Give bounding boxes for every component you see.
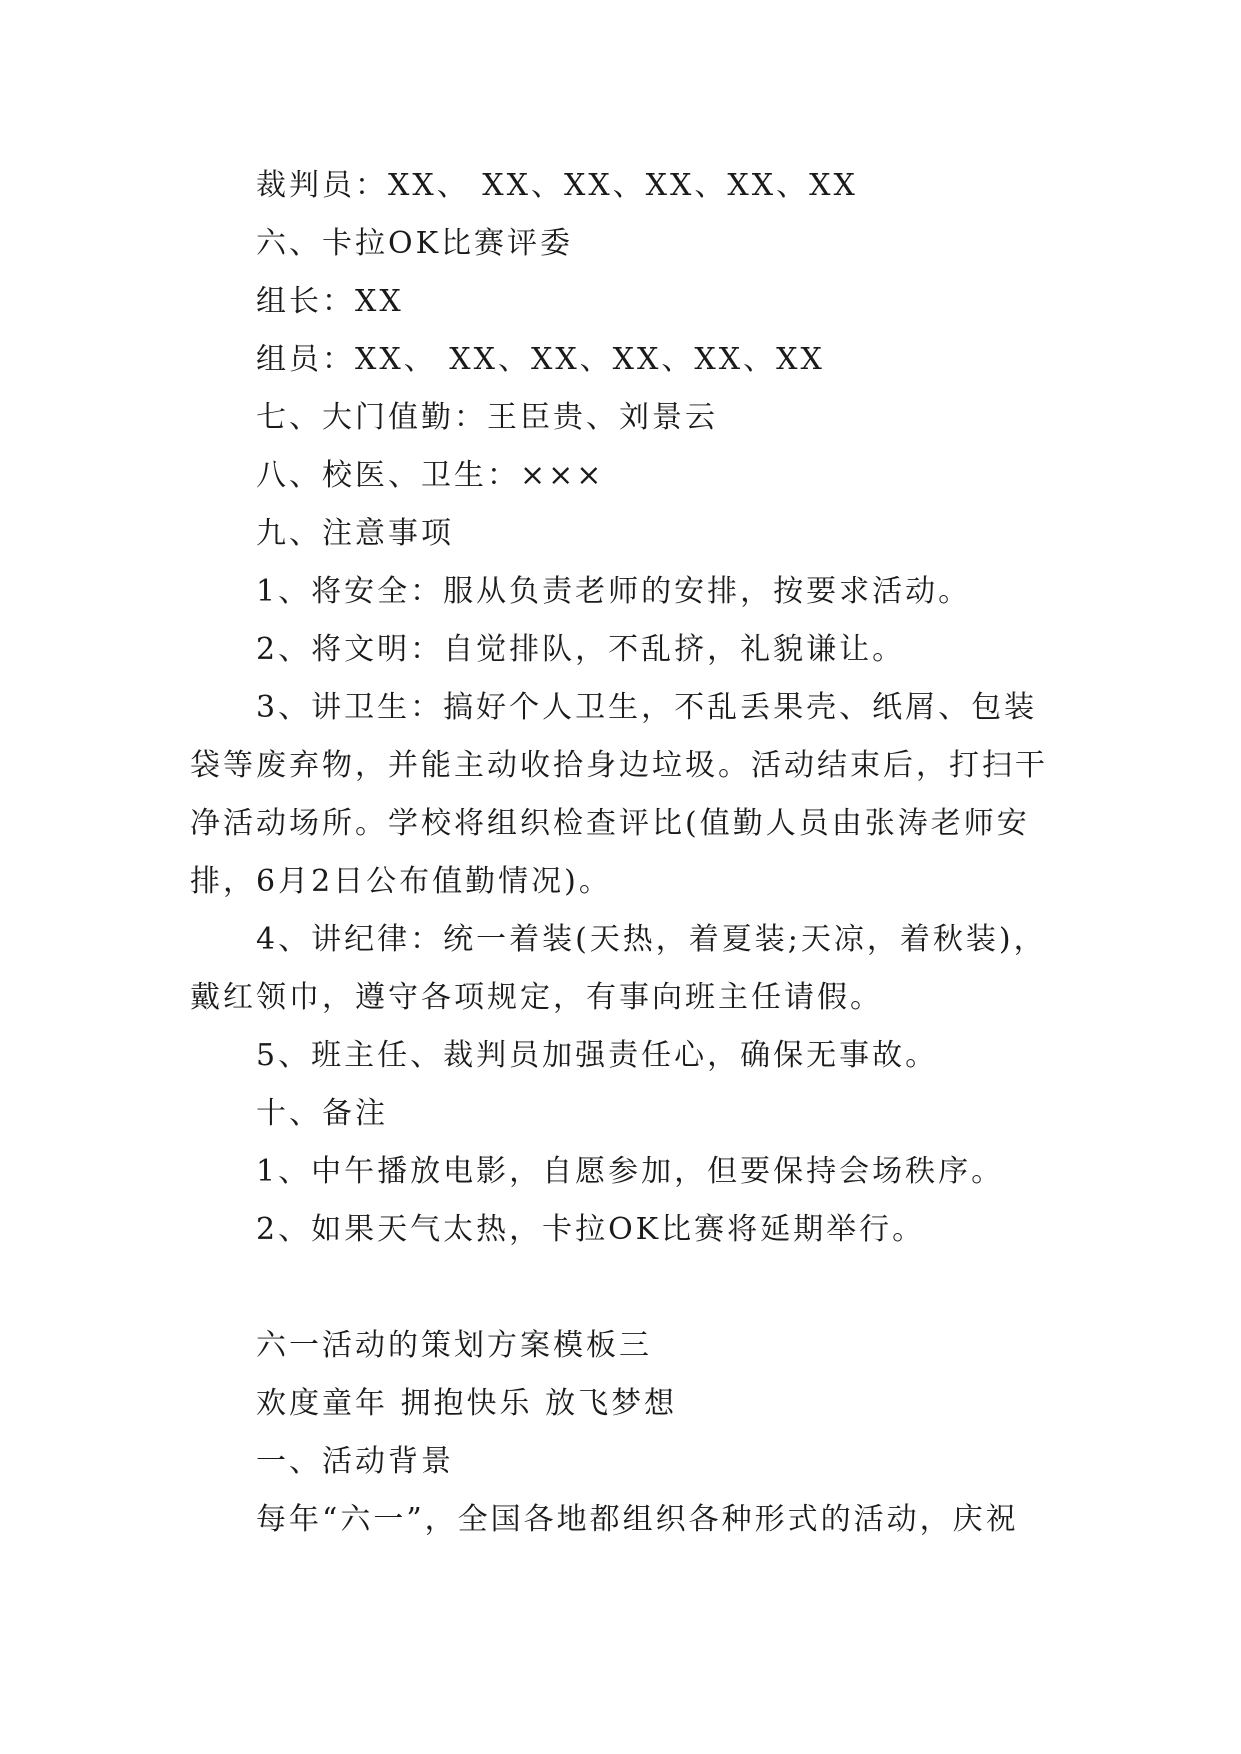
section-ten-heading: 十、备注 bbox=[256, 1096, 388, 1131]
background-paragraph-line-1: 每年“六一”，全国各地都组织各种形式的活动，庆祝 bbox=[256, 1502, 1019, 1537]
section-six-heading: 六、卡拉OK比赛评委 bbox=[256, 226, 574, 261]
referee-line: 裁判员：XX、 XX、XX、XX、XX、XX bbox=[256, 168, 858, 203]
note-item-3-line-2: 袋等废弃物，并能主动收拾身边垃圾。活动结束后，打扫干 bbox=[190, 748, 1048, 783]
group-members-line: 组员：XX、 XX、XX、XX、XX、XX bbox=[256, 342, 825, 377]
note-item-1: 1、将安全：服从负责老师的安排，按要求活动。 bbox=[256, 574, 972, 609]
group-leader-line: 组长：XX bbox=[256, 284, 404, 319]
note-item-2: 2、将文明：自觉排队，不乱挤，礼貌谦让。 bbox=[256, 632, 906, 667]
section-seven-heading: 七、大门值勤：王臣贵、刘景云 bbox=[256, 400, 718, 435]
section-eight-heading: 八、校医、卫生：××× bbox=[256, 458, 605, 493]
note-item-3-line-4: 排，6月2日公布值勤情况)。 bbox=[190, 864, 612, 899]
template-three-title: 六一活动的策划方案模板三 bbox=[256, 1328, 652, 1363]
background-heading: 一、活动背景 bbox=[256, 1444, 454, 1479]
template-three-slogan: 欢度童年 拥抱快乐 放飞梦想 bbox=[256, 1386, 678, 1421]
remark-item-1: 1、中午播放电影，自愿参加，但要保持会场秩序。 bbox=[256, 1154, 1005, 1189]
note-item-4-line-2: 戴红领巾，遵守各项规定，有事向班主任请假。 bbox=[190, 980, 883, 1015]
note-item-3-line-1: 3、讲卫生：搞好个人卫生，不乱丢果壳、纸屑、包装 bbox=[256, 690, 1038, 725]
note-item-3-line-3: 净活动场所。学校将组织检查评比(值勤人员由张涛老师安 bbox=[190, 806, 1030, 841]
section-nine-heading: 九、注意事项 bbox=[256, 516, 454, 551]
note-item-5: 5、班主任、裁判员加强责任心，确保无事故。 bbox=[256, 1038, 939, 1073]
remark-item-2: 2、如果天气太热，卡拉OK比赛将延期举行。 bbox=[256, 1212, 926, 1247]
note-item-4-line-1: 4、讲纪律：统一着装(天热，着夏装;天凉，着秋装)， bbox=[256, 922, 1047, 957]
